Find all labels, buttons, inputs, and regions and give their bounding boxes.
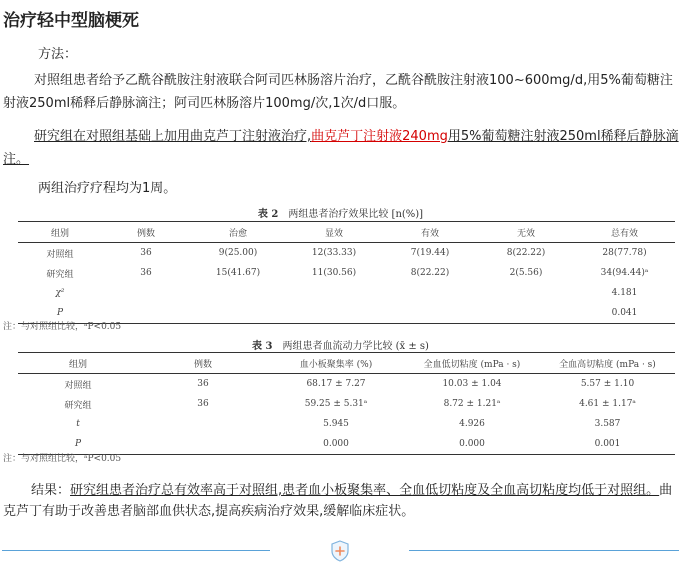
table3-header-cell: 血小板聚集率 (%): [268, 353, 404, 374]
table2: [18, 221, 675, 324]
table-cell: 0.000: [268, 434, 404, 455]
study-group-paragraph: [3, 125, 679, 171]
table-cell: 10.03 ± 1.04: [442, 379, 502, 389]
table-cell: [286, 283, 382, 303]
table-cell: 0.041: [574, 303, 675, 324]
divider-left: [2, 550, 270, 551]
course-paragraph: 两组治疗疗程均为1周。: [38, 181, 177, 196]
table-cell: 5.57 ± 1.10: [580, 379, 635, 389]
conclusion-underlined: 研究组患者治疗总有效率高于对照组,患者血小板聚集率、全血低切粘度及全血高切粘度均低于对照组。: [70, 483, 660, 498]
table-cell: 34(94.44)ᵃ: [600, 268, 649, 278]
table2-header-cell: 总有效: [574, 222, 675, 243]
table-cell: P: [18, 434, 138, 455]
table-cell: [382, 303, 478, 324]
table-row: [18, 374, 675, 395]
table-row: [18, 394, 675, 414]
table2-header-cell: 显效: [286, 222, 382, 243]
table2-header-cell: 无效: [478, 222, 574, 243]
table-cell: [382, 283, 478, 303]
table-cell: [138, 414, 268, 434]
table-cell: 8(22.22): [506, 248, 546, 258]
page-title: 治疗轻中型脑梗死: [3, 11, 139, 31]
table2-title: [0, 205, 681, 220]
table-cell: 15(41.67): [215, 268, 261, 278]
table-cell: 36: [140, 248, 152, 258]
study-text-part1: 研究组在对照组基础上加用曲克芦丁注射液治疗,: [34, 129, 312, 144]
table2-header-cell: 治愈: [190, 222, 286, 243]
table3-header-row: [18, 353, 675, 374]
table-cell: 36: [140, 268, 152, 278]
table-cell: 5.945: [323, 419, 349, 429]
table3-note: 注：与对照组比较，ᵃP<0.05: [3, 454, 122, 464]
table-cell: [478, 283, 574, 303]
table-cell: 研究组: [46, 269, 74, 280]
table-cell: [286, 303, 382, 324]
table-row: [18, 263, 675, 283]
table-row: [18, 243, 675, 264]
plus-shield-icon: [330, 540, 350, 562]
table3: [18, 352, 675, 455]
table3-caption: 两组患者血流动力学比较 (x̄ ± s): [282, 341, 429, 352]
table-cell: 12(33.33): [311, 248, 357, 258]
table-cell: 3.587: [594, 419, 621, 429]
table-cell: 28(77.78): [602, 248, 647, 258]
table-cell: 对照组: [46, 249, 74, 260]
table2-note: 注：与对照组比较，ᵃP<0.05: [3, 322, 122, 332]
table3-header-cell: 组别: [18, 353, 138, 374]
study-text-part3: 用5%葡萄糖注射液250ml稀释后静脉滴注。: [3, 129, 679, 167]
conclusion-lead: 结果：: [31, 483, 71, 498]
table-cell: χ²: [55, 288, 65, 298]
table3-header-cell: 例数: [138, 353, 268, 374]
table-cell: 4.181: [611, 288, 638, 298]
control-group-paragraph: 对照组患者给予乙酰谷酰胺注射液联合阿司匹林肠溶片治疗，乙酰谷酰胺注射液100~600mg/d,用5%葡萄糖注射液250ml稀释后静脉滴注；阿司匹林肠溶片100mg/次,1次/d口服。: [3, 73, 673, 111]
table2-caption: 两组患者治疗效果比较 [n(%)]: [288, 209, 424, 220]
table3-header-cell: 全血高切粘度 (mPa · s): [540, 353, 675, 374]
table-cell: 0.000: [404, 434, 540, 455]
table2-header-row: [18, 222, 675, 243]
table-cell: 36: [197, 399, 209, 409]
table-cell: 11(30.56): [311, 268, 357, 278]
conclusion-rest: 曲克芦丁有助于改善患者脑部血供状态,提高疾病治疗效果,缓解临床症状。: [3, 483, 673, 519]
table-cell: [138, 434, 268, 455]
table2-header-cell: 组别: [18, 222, 102, 243]
table-cell: 4.926: [459, 419, 485, 429]
table-cell: [190, 303, 286, 324]
table3-title: [0, 337, 681, 352]
table3-header-cell: 全血低切粘度 (mPa · s): [404, 353, 540, 374]
table-cell: 9(25.00): [218, 248, 258, 258]
method-label: 方法：: [38, 47, 78, 62]
table-cell: 0.001: [540, 434, 675, 455]
table-row: [18, 414, 675, 434]
table-cell: 2(5.56): [509, 268, 543, 278]
table2-number: 表 2: [257, 209, 279, 220]
study-dose-highlight: 曲克芦丁注射液240mg: [311, 129, 448, 144]
table-cell: P: [18, 303, 102, 324]
table-cell: [190, 283, 286, 303]
table-cell: 4.61 ± 1.17ᵃ: [579, 399, 636, 409]
table-cell: t: [76, 419, 80, 429]
table-cell: 8.72 ± 1.21ᵃ: [443, 399, 501, 409]
table-cell: 68.17 ± 7.27: [306, 379, 366, 389]
table-cell: [478, 303, 574, 324]
table2-header-cell: 有效: [382, 222, 478, 243]
table-cell: 研究组: [64, 400, 92, 411]
table-cell: 7(19.44): [410, 248, 450, 258]
table-cell: [102, 283, 190, 303]
conclusion-paragraph: [3, 480, 679, 522]
table-cell: 59.25 ± 5.31ᵃ: [304, 399, 368, 409]
table-cell: 对照组: [64, 380, 92, 391]
table2-header-cell: 例数: [102, 222, 190, 243]
table-cell: 36: [197, 379, 209, 389]
table-cell: 8(22.22): [410, 268, 450, 278]
divider-right: [409, 550, 679, 551]
table3-number: 表 3: [252, 341, 273, 352]
table-row: [18, 283, 675, 303]
